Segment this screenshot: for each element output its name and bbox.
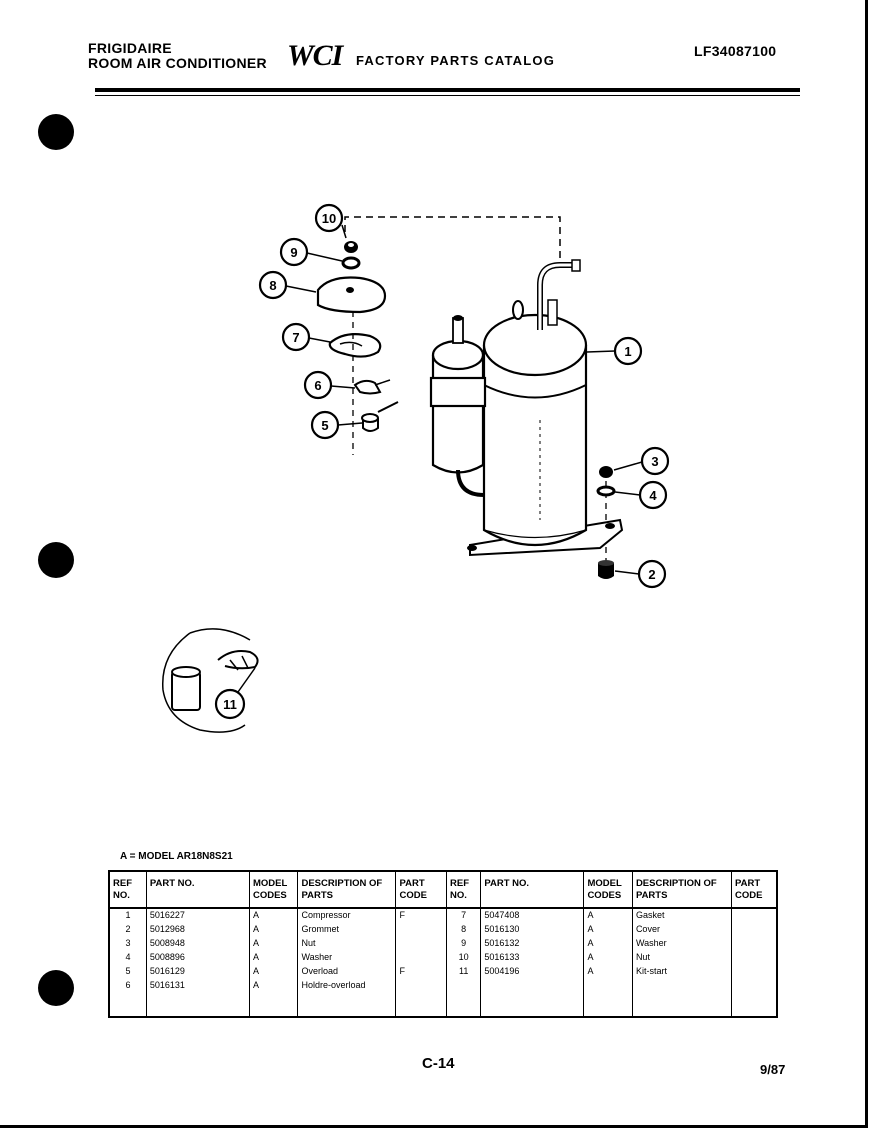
part-cell: 5004196: [481, 965, 584, 979]
desc-cell: Compressor: [298, 908, 396, 923]
catalog-code: LF34087100: [694, 43, 777, 59]
wci-logo: WCI: [287, 39, 343, 72]
code-cell: [396, 923, 447, 937]
col-model-codes: MODEL CODES: [249, 871, 298, 908]
callout-4: [615, 482, 666, 508]
callout-6: [305, 372, 355, 398]
table-row: [109, 965, 777, 979]
brand-name: FRIGIDAIRE: [88, 40, 172, 56]
table-row: [109, 951, 777, 965]
table-filler-row: [109, 993, 777, 1017]
ref-cell: 4: [109, 951, 146, 965]
desc-cell: Washer: [298, 951, 396, 965]
col-ref-no-2: REF NO.: [447, 871, 481, 908]
ref-cell: 11: [447, 965, 481, 979]
col-model-codes-2: MODEL CODES: [584, 871, 633, 908]
ref-cell: 2: [109, 923, 146, 937]
nut-3-part: [599, 466, 613, 478]
revision-date: 9/87: [760, 1062, 786, 1077]
model-cell: A: [249, 923, 298, 937]
table-header-row: [109, 871, 777, 908]
code-cell: [731, 937, 777, 951]
col-part-no: PART NO.: [146, 871, 249, 908]
svg-text:8: 8: [269, 278, 277, 293]
part-cell: 5016133: [481, 951, 584, 965]
grommet-2-part: [598, 560, 614, 579]
ref-cell: 5: [109, 965, 146, 979]
table-row: [109, 908, 777, 923]
col-part-code-2: PART CODE: [731, 871, 777, 908]
part-cell: 5008896: [146, 951, 249, 965]
model-cell: A: [584, 965, 633, 979]
model-code-note: A = MODEL AR18N8S21: [120, 851, 233, 862]
code-cell: [731, 908, 777, 923]
svg-text:10: 10: [321, 211, 337, 226]
ref-cell: 9: [447, 937, 481, 951]
callout-2: [615, 561, 665, 587]
table-row: [109, 937, 777, 951]
callout-10: [316, 205, 346, 238]
page-number: C-14: [422, 1055, 455, 1072]
table-row: [109, 979, 777, 993]
dashed-leader-top: [345, 217, 560, 262]
code-cell: [396, 937, 447, 951]
model-cell: A: [249, 979, 298, 993]
model-cell: A: [249, 951, 298, 965]
desc-cell: Kit-start: [632, 965, 731, 979]
nut-10-part: [344, 241, 358, 253]
callout-8: [260, 272, 316, 298]
code-cell: F: [396, 965, 447, 979]
col-ref-no: REF NO.: [109, 871, 146, 908]
compressor: [467, 260, 622, 555]
part-cell: 5016129: [146, 965, 249, 979]
code-cell: [731, 923, 777, 937]
svg-text:4: 4: [649, 488, 657, 503]
svg-text:1: 1: [624, 344, 632, 359]
desc-cell: Nut: [298, 937, 396, 951]
overload-5-part: [362, 402, 398, 431]
washer-9-part: [343, 258, 359, 268]
desc-cell: Cover: [632, 923, 731, 937]
code-cell: F: [396, 908, 447, 923]
model-cell: A: [249, 965, 298, 979]
callout-1: [587, 338, 641, 364]
part-cell: 5012968: [146, 923, 249, 937]
col-description-2: DESCRIPTION OF PARTS: [632, 871, 731, 908]
parts-list-table: [108, 870, 778, 1018]
part-cell: 5016132: [481, 937, 584, 951]
desc-cell: Overload: [298, 965, 396, 979]
svg-text:5: 5: [321, 418, 329, 433]
code-cell: [731, 965, 777, 979]
svg-text:11: 11: [223, 697, 237, 712]
catalog-title: FACTORY PARTS CATALOG: [356, 53, 556, 68]
cover-8-part: [318, 278, 385, 313]
callout-3: [614, 448, 668, 474]
model-cell: A: [584, 923, 633, 937]
desc-cell: Gasket: [632, 908, 731, 923]
desc-cell: Grommet: [298, 923, 396, 937]
callout-11: [216, 668, 255, 718]
svg-text:3: 3: [651, 454, 659, 469]
model-cell: A: [584, 908, 633, 923]
model-cell: A: [249, 937, 298, 951]
ref-cell: 10: [447, 951, 481, 965]
code-cell: [396, 951, 447, 965]
svg-text:6: 6: [314, 378, 322, 393]
part-cell: 5008948: [146, 937, 249, 951]
part-cell: 5047408: [481, 908, 584, 923]
ref-cell: 1: [109, 908, 146, 923]
washer-4-part: [598, 487, 614, 495]
ref-cell: 7: [447, 908, 481, 923]
code-cell: [731, 951, 777, 965]
table-row: [109, 923, 777, 937]
callout-7: [283, 324, 330, 350]
holder-6-part: [355, 380, 390, 394]
code-cell: [396, 979, 447, 993]
gasket-7-part: [330, 334, 380, 356]
callout-5: [312, 412, 362, 438]
model-cell: A: [249, 908, 298, 923]
col-description: DESCRIPTION OF PARTS: [298, 871, 396, 908]
product-line: ROOM AIR CONDITIONER: [88, 55, 267, 71]
svg-text:7: 7: [292, 330, 300, 345]
ref-cell: 3: [109, 937, 146, 951]
desc-cell: Holdre-overload: [298, 979, 396, 993]
part-cell: 5016227: [146, 908, 249, 923]
model-cell: A: [584, 937, 633, 951]
ref-cell: 6: [109, 979, 146, 993]
col-part-code: PART CODE: [396, 871, 447, 908]
callout-9: [281, 239, 342, 265]
svg-text:9: 9: [290, 245, 298, 260]
desc-cell: Washer: [632, 937, 731, 951]
svg-text:2: 2: [648, 567, 656, 582]
accumulator: [431, 315, 485, 495]
start-kit-11-inset: [163, 629, 258, 732]
part-cell: 5016131: [146, 979, 249, 993]
model-cell: A: [584, 951, 633, 965]
part-cell: 5016130: [481, 923, 584, 937]
col-part-no-2: PART NO.: [481, 871, 584, 908]
desc-cell: Nut: [632, 951, 731, 965]
ref-cell: 8: [447, 923, 481, 937]
